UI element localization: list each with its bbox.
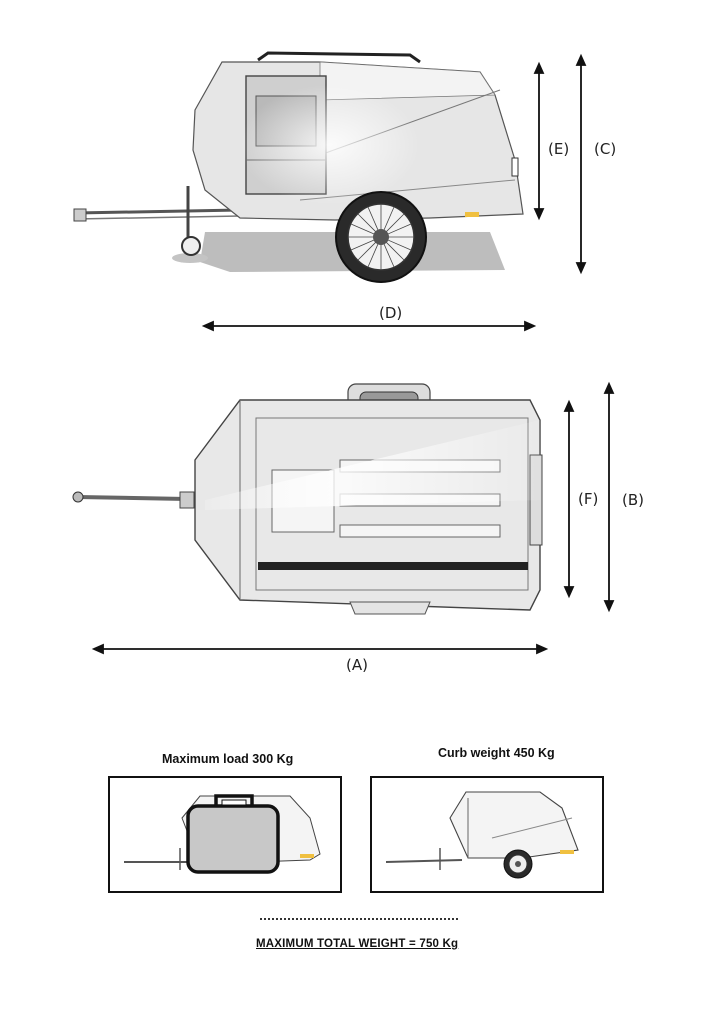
dimension-b-label: (B) xyxy=(622,491,644,509)
dimension-f-label: (F) xyxy=(578,490,599,508)
suitcase-icon xyxy=(188,806,278,872)
dimension-a-label: (A) xyxy=(346,656,368,674)
dotted-divider xyxy=(260,918,458,920)
dimension-d-label: (D) xyxy=(379,304,403,322)
max-load-illustration xyxy=(110,778,340,891)
dimension-c-label: (C) xyxy=(594,140,617,158)
curb-weight-panel xyxy=(370,776,604,893)
dimension-e-label: (E) xyxy=(548,140,570,158)
curb-weight-caption: Curb weight 450 Kg xyxy=(438,746,555,760)
maximum-total-weight: MAXIMUM TOTAL WEIGHT = 750 Kg xyxy=(256,938,459,950)
max-load-caption: Maximum load 300 Kg xyxy=(162,752,294,766)
max-load-panel xyxy=(108,776,342,893)
curb-weight-illustration xyxy=(372,778,602,891)
